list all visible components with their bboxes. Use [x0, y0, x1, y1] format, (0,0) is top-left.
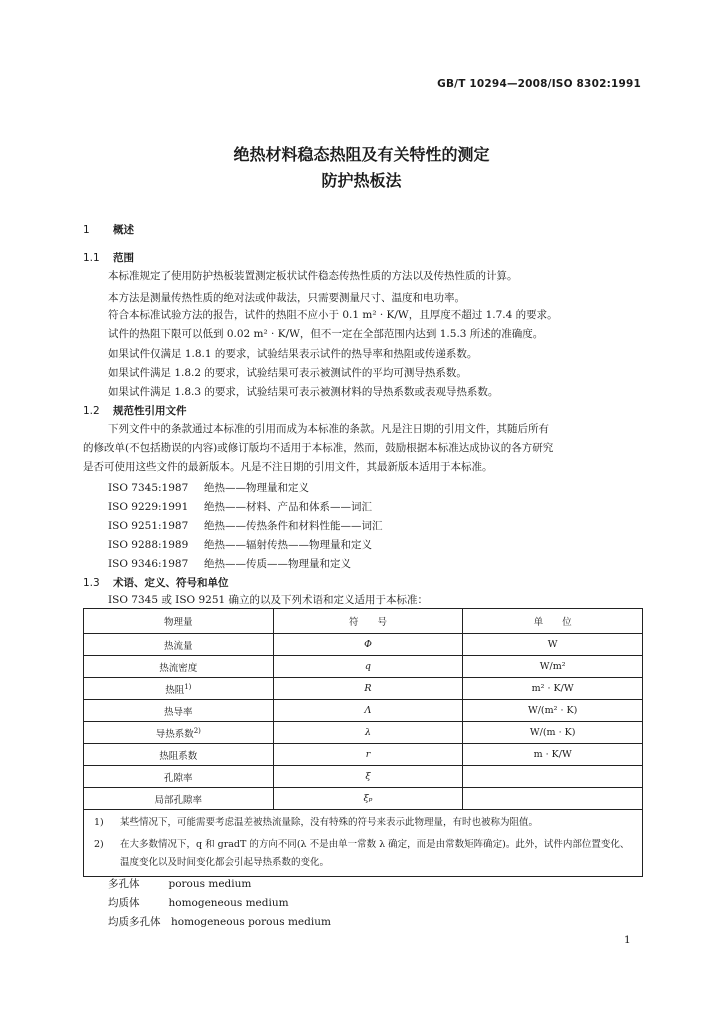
- table-row: [84, 656, 643, 678]
- section-1-2-heading: [83, 403, 187, 418]
- symbol-cell: Φ: [273, 634, 463, 656]
- reference-title: 绝热——材料、产品和体系——词汇: [204, 501, 372, 513]
- quantity-cell: [84, 678, 274, 700]
- footnote-text: 在大多数情况下，q 和 gradT 的方向不同(λ 不是由单一常数 λ 确定，而是由常数矩阵确定)。此外，试件内部位置变化、温度变化以及时间变化都会引起导热系数的变化。: [120, 839, 630, 868]
- quantity-cell: [84, 722, 274, 744]
- quantity-name: 热流量: [164, 640, 193, 652]
- table-row: [84, 788, 643, 810]
- table-notes-cell: [84, 810, 643, 877]
- paragraph-line: 的修改单(不包括勘误的内容)或修订版均不适用于本标准，然而，鼓励根据本标准达成协议的各方研究: [83, 442, 554, 454]
- table-row: [84, 744, 643, 766]
- quantity-name: 热阻系数: [159, 750, 198, 762]
- footnote-text: 某些情况下，可能需要考虑温差被热流量除，没有特殊的符号来表示此物理量，有时也被称为阻值。: [120, 817, 539, 828]
- paragraph: ISO 7345 或 ISO 9251 确立的以及下列术语和定义适用于本标准：: [108, 594, 429, 606]
- unit-cell: W/(m² · K): [463, 700, 643, 722]
- term-english: homogeneous porous medium: [171, 916, 331, 928]
- section-title: 范围: [113, 252, 134, 264]
- symbol-cell: ξ: [273, 766, 463, 788]
- unit-cell: W: [463, 634, 643, 656]
- quantity-cell: [84, 634, 274, 656]
- table-row: [84, 634, 643, 656]
- section-number: 1.3: [83, 577, 100, 589]
- reference-title: 绝热——传热条件和材料性能——词汇: [204, 520, 383, 532]
- table-row: [84, 722, 643, 744]
- section-title: 术语、定义、符号和单位: [113, 577, 229, 589]
- term-entry: [108, 914, 331, 929]
- section-number: 1.1: [83, 252, 100, 264]
- quantity-name: 孔隙率: [164, 772, 193, 784]
- table-row: [84, 766, 643, 788]
- quantity-name: 局部孔隙率: [154, 794, 203, 806]
- term-chinese: 多孔体: [108, 878, 140, 890]
- table-header-cell: 物理量: [84, 609, 274, 634]
- symbols-table: [83, 608, 643, 877]
- unit-cell: W/(m · K): [463, 722, 643, 744]
- paragraph: 试件的热阻下限可以低到 0.02 m² · K/W，但不一定在全部范围内达到 1.5.3 所述的准确度。: [108, 328, 544, 340]
- table-header-cell: 符 号: [273, 609, 463, 634]
- table-row: [84, 678, 643, 700]
- table-row: [84, 700, 643, 722]
- term-chinese: 均质多孔体: [108, 916, 161, 928]
- table-header-cell: 单 位: [463, 609, 643, 634]
- footnote-number: 2): [94, 839, 104, 850]
- reference-code: ISO 9346:1987: [108, 558, 189, 570]
- symbol-cell: R: [273, 678, 463, 700]
- reference-item: [108, 537, 372, 552]
- reference-item: [108, 480, 309, 495]
- quantity-name: 热导率: [164, 706, 193, 718]
- table-header-row: [84, 609, 643, 634]
- paragraph-line: 下列文件中的条款通过本标准的引用而成为本标准的条款。凡是注日期的引用文件，其随后所有: [108, 423, 549, 435]
- footnote-ref: 2): [193, 726, 201, 735]
- symbol-cell: λ: [273, 722, 463, 744]
- quantity-cell: [84, 700, 274, 722]
- paragraph: 符合本标准试验方法的报告，试件的热阻不应小于 0.1 m² · K/W，且厚度不超过 1.7.4 的要求。: [108, 309, 558, 321]
- table-notes-row: [84, 810, 643, 877]
- section-title: 规范性引用文件: [113, 405, 187, 417]
- section-1-3-heading: [83, 575, 229, 590]
- quantity-cell: [84, 788, 274, 810]
- section-1-1-heading: [83, 250, 134, 265]
- document-title: 绝热材料稳态热阻及有关特性的测定: [233, 145, 490, 164]
- reference-code: ISO 9288:1989: [108, 539, 189, 551]
- reference-code: ISO 9251:1987: [108, 520, 189, 532]
- unit-cell: m · K/W: [463, 744, 643, 766]
- unit-cell: [463, 766, 643, 788]
- quantity-name: 热流密度: [159, 662, 198, 674]
- symbol-cell: q: [273, 656, 463, 678]
- reference-item: [108, 499, 372, 514]
- paragraph-line: 是否可使用这些文件的最新版本。凡是不注日期的引用文件，其最新版本适用于本标准。: [83, 461, 493, 473]
- standard-code: GB/T 10294—2008/ISO 8302:1991: [437, 78, 641, 90]
- unit-cell: W/m²: [463, 656, 643, 678]
- quantity-name: 热阻: [165, 684, 185, 696]
- term-entry: [108, 876, 251, 891]
- paragraph: 本标准规定了使用防护热板装置测定板状试件稳态传热性质的方法以及传热性质的计算。: [108, 270, 518, 282]
- symbol-cell: ξₚ: [273, 788, 463, 810]
- table-footnote: [90, 814, 636, 832]
- unit-cell: [463, 788, 643, 810]
- reference-title: 绝热——物理量和定义: [204, 482, 309, 494]
- footnote-number: 1): [94, 817, 104, 828]
- document-subtitle: 防护热板法: [321, 171, 402, 190]
- quantity-name: 导热系数: [155, 728, 194, 740]
- reference-code: ISO 7345:1987: [108, 482, 189, 494]
- paragraph: 如果试件满足 1.8.3 的要求，试验结果可表示被测材料的导热系数或表观导热系数。: [108, 386, 499, 398]
- section-number: 1: [83, 224, 90, 236]
- section-title: 概述: [113, 224, 134, 236]
- reference-title: 绝热——辐射传热——物理量和定义: [204, 539, 372, 551]
- section-1-heading: [83, 222, 134, 237]
- term-english: homogeneous medium: [168, 897, 289, 909]
- quantity-cell: [84, 744, 274, 766]
- term-chinese: 均质体: [108, 897, 140, 909]
- symbol-cell: Λ: [273, 700, 463, 722]
- paragraph: 本方法是测量传热性质的绝对法或仲裁法，只需要测量尺寸、温度和电功率。: [108, 292, 465, 304]
- symbol-cell: r: [273, 744, 463, 766]
- page-number: 1: [624, 934, 631, 946]
- reference-code: ISO 9229:1991: [108, 501, 189, 513]
- quantity-cell: [84, 766, 274, 788]
- term-entry: [108, 895, 289, 910]
- paragraph: 如果试件满足 1.8.2 的要求，试验结果可表示被测试件的平均可测导热系数。: [108, 367, 467, 379]
- unit-cell: m² · K/W: [463, 678, 643, 700]
- reference-item: [108, 556, 351, 571]
- section-number: 1.2: [83, 405, 100, 417]
- table-footnote: [90, 836, 636, 872]
- footnote-ref: 1): [184, 682, 192, 691]
- term-english: porous medium: [168, 878, 252, 890]
- quantity-cell: [84, 656, 274, 678]
- reference-title: 绝热——传质——物理量和定义: [204, 558, 351, 570]
- reference-item: [108, 518, 383, 533]
- paragraph: 如果试件仅满足 1.8.1 的要求，试验结果表示试件的热导率和热阻或传递系数。: [108, 348, 478, 360]
